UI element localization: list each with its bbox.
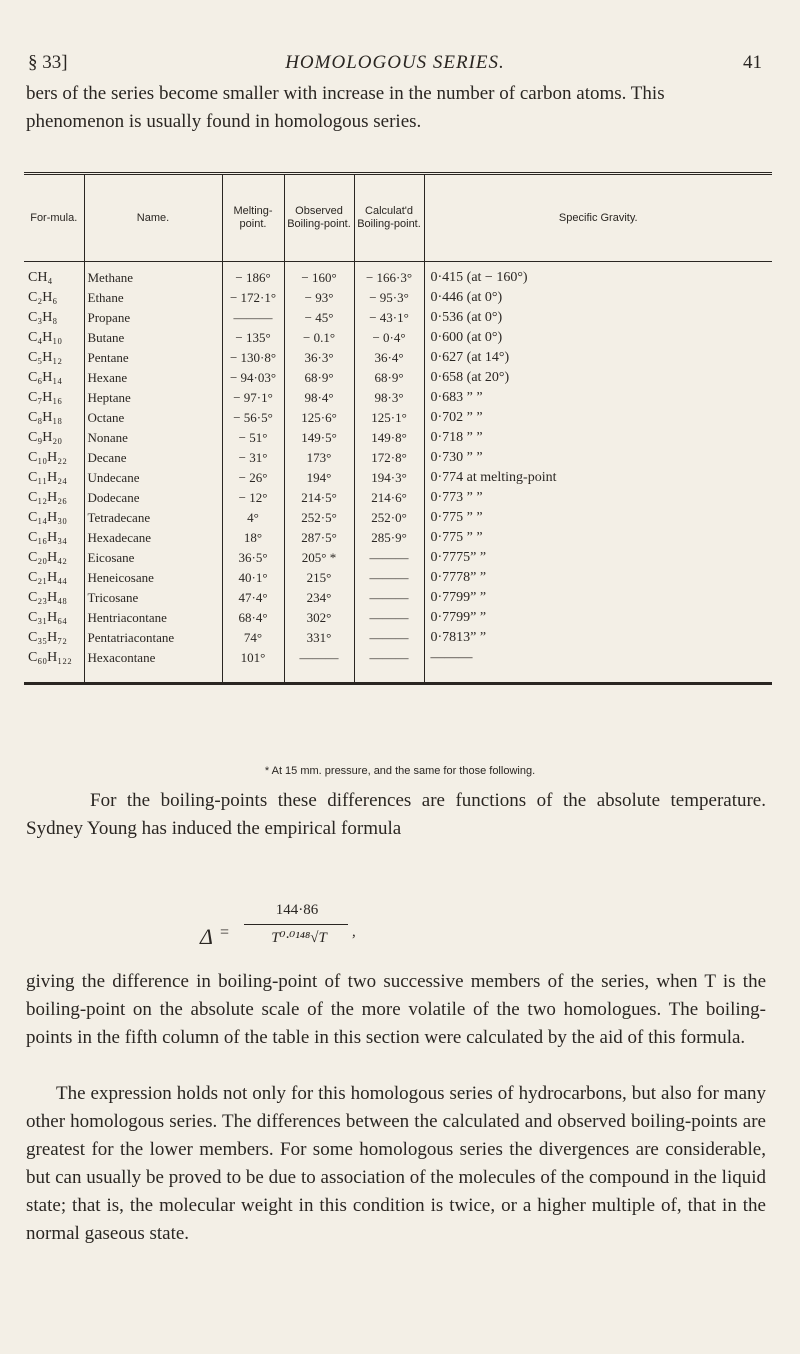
table-row <box>24 588 772 608</box>
formula-cell: C₁₆H₃₄ <box>28 530 67 545</box>
name-cell: Methane <box>84 262 222 289</box>
name-cell: Decane <box>84 448 222 468</box>
calculated-boiling-cell: 252·0° <box>354 508 424 528</box>
name-cell: Nonane <box>84 428 222 448</box>
calculated-boiling-cell: ——— <box>354 608 424 628</box>
calculated-boiling-cell: 172·8° <box>354 448 424 468</box>
formula-comma: , <box>352 924 356 940</box>
page-number: 41 <box>743 52 762 73</box>
observed-boiling-cell: − 160° <box>284 262 354 289</box>
observed-boiling-cell: 215° <box>284 568 354 588</box>
calculated-boiling-cell: ——— <box>354 568 424 588</box>
observed-boiling-cell: − 0.1° <box>284 328 354 348</box>
melting-cell: − 97·1° <box>222 388 284 408</box>
observed-boiling-cell: − 93° <box>284 288 354 308</box>
col-header-calculated: Calculat'd Boiling-point. <box>354 174 424 262</box>
table-row <box>24 408 772 428</box>
gravity-cell: 0·702 ” ” <box>424 408 772 428</box>
gravity-cell: 0·7799” ” <box>424 588 772 608</box>
melting-cell: − 31° <box>222 448 284 468</box>
melting-cell: − 94·03° <box>222 368 284 388</box>
melting-cell: 74° <box>222 628 284 648</box>
observed-boiling-cell: 302° <box>284 608 354 628</box>
observed-boiling-cell: 331° <box>284 628 354 648</box>
table-row <box>24 548 772 568</box>
calculated-boiling-cell: 36·4° <box>354 348 424 368</box>
gravity-cell: 0·7778” ” <box>424 568 772 588</box>
observed-boiling-cell: 98·4° <box>284 388 354 408</box>
formula-cell: CH₄ <box>28 270 53 285</box>
name-cell: Octane <box>84 408 222 428</box>
table-row <box>24 528 772 548</box>
formula-cell: C₃H₈ <box>28 310 58 325</box>
gravity-cell: 0·683 ” ” <box>424 388 772 408</box>
melting-cell: 40·1° <box>222 568 284 588</box>
table-row <box>24 448 772 468</box>
col-header-melting: Melting-point. <box>222 174 284 262</box>
gravity-cell: 0·7813” ” <box>424 628 772 648</box>
gravity-cell: 0·775 ” ” <box>424 528 772 548</box>
formula-cell: C₁₄H₃₀ <box>28 510 67 525</box>
name-cell: Heneicosane <box>84 568 222 588</box>
calculated-boiling-cell: ——— <box>354 548 424 568</box>
section-reference: § 33] <box>28 52 68 73</box>
table-row <box>24 368 772 388</box>
observed-boiling-cell: 234° <box>284 588 354 608</box>
formula-cell: C₆₀H₁₂₂ <box>28 650 72 665</box>
calculated-boiling-cell: − 0·4° <box>354 328 424 348</box>
col-header-observed: Observed Boiling-point. <box>284 174 354 262</box>
observed-boiling-cell: − 45° <box>284 308 354 328</box>
melting-cell: 4° <box>222 508 284 528</box>
name-cell: Heptane <box>84 388 222 408</box>
observed-boiling-cell: 205° * <box>284 548 354 568</box>
paragraph-young-formula: For the boiling-points these differences are functions of the absolute temperature. Sydney Young has induced the empirical formula <box>26 790 766 839</box>
formula-cell: C₆H₁₄ <box>28 370 63 385</box>
formula-cell: C₁₁H₂₄ <box>28 470 67 485</box>
name-cell: Dodecane <box>84 488 222 508</box>
melting-cell: − 56·5° <box>222 408 284 428</box>
name-cell: Hentriacontane <box>84 608 222 628</box>
name-cell: Pentane <box>84 348 222 368</box>
formula-cell: C₂₀H₄₂ <box>28 550 67 565</box>
table-row <box>24 468 772 488</box>
table-row <box>24 388 772 408</box>
observed-boiling-cell: 252·5° <box>284 508 354 528</box>
calculated-boiling-cell: ——— <box>354 648 424 684</box>
observed-boiling-cell: 287·5° <box>284 528 354 548</box>
calculated-boiling-cell: 149·8° <box>354 428 424 448</box>
paragraph-expression: The expression holds not only for this homologous series of hydrocarbons, but also for many other homologous series. The differences between the calculated and observed boiling-points are greatest for the lower members. For some homologous series the divergences are considerable, but can usually be proved to be due to association of the molecules of the compound in the liquid state; that is, the molecular weight in this condition is twice, or a higher multiple of, that in the normal gaseous state. <box>26 1083 766 1244</box>
melting-cell: − 186° <box>222 262 284 289</box>
col-header-name: Name. <box>84 174 222 262</box>
formula-cell: C₃₁H₆₄ <box>28 610 67 625</box>
formula-numerator: 144·86 <box>275 902 319 918</box>
observed-boiling-cell: 214·5° <box>284 488 354 508</box>
formula-cell: C₈H₁₈ <box>28 410 63 425</box>
formula-delta: Δ <box>200 924 213 949</box>
melting-cell: 47·4° <box>222 588 284 608</box>
formula-cell: C₂₃H₄₈ <box>28 590 67 605</box>
table-header-row <box>24 174 772 262</box>
calculated-boiling-cell: − 43·1° <box>354 308 424 328</box>
gravity-cell: 0·600 (at 0°) <box>424 328 772 348</box>
calculated-boiling-cell: 214·6° <box>354 488 424 508</box>
name-cell: Eicosane <box>84 548 222 568</box>
gravity-cell: 0·446 (at 0°) <box>424 288 772 308</box>
formula-cell: C₃₅H₇₂ <box>28 630 67 645</box>
gravity-cell: 0·718 ” ” <box>424 428 772 448</box>
name-cell: Hexadecane <box>84 528 222 548</box>
gravity-cell: 0·7775” ” <box>424 548 772 568</box>
table-row <box>24 328 772 348</box>
observed-boiling-cell: 68·9° <box>284 368 354 388</box>
gravity-cell: 0·536 (at 0°) <box>424 308 772 328</box>
formula-denominator: T⁰·⁰¹⁴⁸√T <box>271 930 327 946</box>
name-cell: Pentatriacontane <box>84 628 222 648</box>
fraction-bar <box>244 924 348 925</box>
name-cell: Butane <box>84 328 222 348</box>
name-cell: Tetradecane <box>84 508 222 528</box>
melting-cell: − 12° <box>222 488 284 508</box>
empirical-formula <box>200 902 600 962</box>
formula-cell: C₄H₁₀ <box>28 330 63 345</box>
calculated-boiling-cell: − 166·3° <box>354 262 424 289</box>
melting-cell: − 26° <box>222 468 284 488</box>
gravity-cell: 0·627 (at 14°) <box>424 348 772 368</box>
table-row <box>24 608 772 628</box>
calculated-boiling-cell: 68·9° <box>354 368 424 388</box>
observed-boiling-cell: 125·6° <box>284 408 354 428</box>
hydrocarbon-table <box>24 172 772 685</box>
table-row <box>24 628 772 648</box>
table-row <box>24 348 772 368</box>
formula-cell: C₂₁H₄₄ <box>28 570 67 585</box>
table-footnote: * At 15 mm. pressure, and the same for those following. <box>264 765 536 777</box>
paragraph-explanation: giving the difference in boiling-point of two successive members of the series, when T is the boiling-point on the absolute scale of the more volatile of the two homologues. The boiling-points in the fifth column of the table in this section were calculated by the aid of this formula. <box>26 971 766 1048</box>
observed-boiling-cell: 36·3° <box>284 348 354 368</box>
name-cell: Hexane <box>84 368 222 388</box>
formula-cell: C₉H₂₀ <box>28 430 63 445</box>
observed-boiling-cell: 149·5° <box>284 428 354 448</box>
calculated-boiling-cell: 98·3° <box>354 388 424 408</box>
table-row <box>24 568 772 588</box>
gravity-cell: 0·658 (at 20°) <box>424 368 772 388</box>
calculated-boiling-cell: 285·9° <box>354 528 424 548</box>
gravity-cell: 0·7799” ” <box>424 608 772 628</box>
table-body <box>24 262 772 684</box>
melting-cell: − 172·1° <box>222 288 284 308</box>
observed-boiling-cell: ——— <box>284 648 354 684</box>
name-cell: Tricosane <box>84 588 222 608</box>
gravity-cell: 0·415 (at − 160°) <box>424 262 772 289</box>
gravity-cell: ——— <box>424 648 772 684</box>
observed-boiling-cell: 173° <box>284 448 354 468</box>
table-row <box>24 262 772 289</box>
name-cell: Ethane <box>84 288 222 308</box>
name-cell: Hexacontane <box>84 648 222 684</box>
calculated-boiling-cell: − 95·3° <box>354 288 424 308</box>
running-title: HOMOLOGOUS SERIES. <box>285 52 505 73</box>
calculated-boiling-cell: ——— <box>354 588 424 608</box>
running-header <box>28 52 762 80</box>
intro-paragraph: bers of the series become smaller with increase in the number of carbon atoms. This phenomenon is usually found in homologous series. <box>26 83 665 132</box>
calculated-boiling-cell: 194·3° <box>354 468 424 488</box>
table-row <box>24 428 772 448</box>
gravity-cell: 0·775 ” ” <box>424 508 772 528</box>
melting-cell: 68·4° <box>222 608 284 628</box>
observed-boiling-cell: 194° <box>284 468 354 488</box>
table-row <box>24 288 772 308</box>
gravity-cell: 0·730 ” ” <box>424 448 772 468</box>
gravity-cell: 0·773 ” ” <box>424 488 772 508</box>
melting-cell: 101° <box>222 648 284 684</box>
calculated-boiling-cell: ——— <box>354 628 424 648</box>
melting-cell: 36·5° <box>222 548 284 568</box>
table-row <box>24 508 772 528</box>
col-header-gravity: Specific Gravity. <box>424 174 772 262</box>
table-row <box>24 488 772 508</box>
melting-cell: ——— <box>222 308 284 328</box>
name-cell: Propane <box>84 308 222 328</box>
name-cell: Undecane <box>84 468 222 488</box>
calculated-boiling-cell: 125·1° <box>354 408 424 428</box>
melting-cell: − 51° <box>222 428 284 448</box>
formula-cell: C₇H₁₆ <box>28 390 63 405</box>
formula-equals: = <box>220 924 230 941</box>
melting-cell: − 135° <box>222 328 284 348</box>
formula-cell: C₅H₁₂ <box>28 350 63 365</box>
table-row <box>24 308 772 328</box>
formula-cell: C₂H₆ <box>28 290 58 305</box>
formula-cell: C₁₂H₂₆ <box>28 490 67 505</box>
col-header-formula: For-mula. <box>24 174 84 262</box>
formula-cell: C₁₀H₂₂ <box>28 450 67 465</box>
table-row <box>24 648 772 684</box>
melting-cell: − 130·8° <box>222 348 284 368</box>
melting-cell: 18° <box>222 528 284 548</box>
gravity-cell: 0·774 at melting-point <box>424 468 772 488</box>
